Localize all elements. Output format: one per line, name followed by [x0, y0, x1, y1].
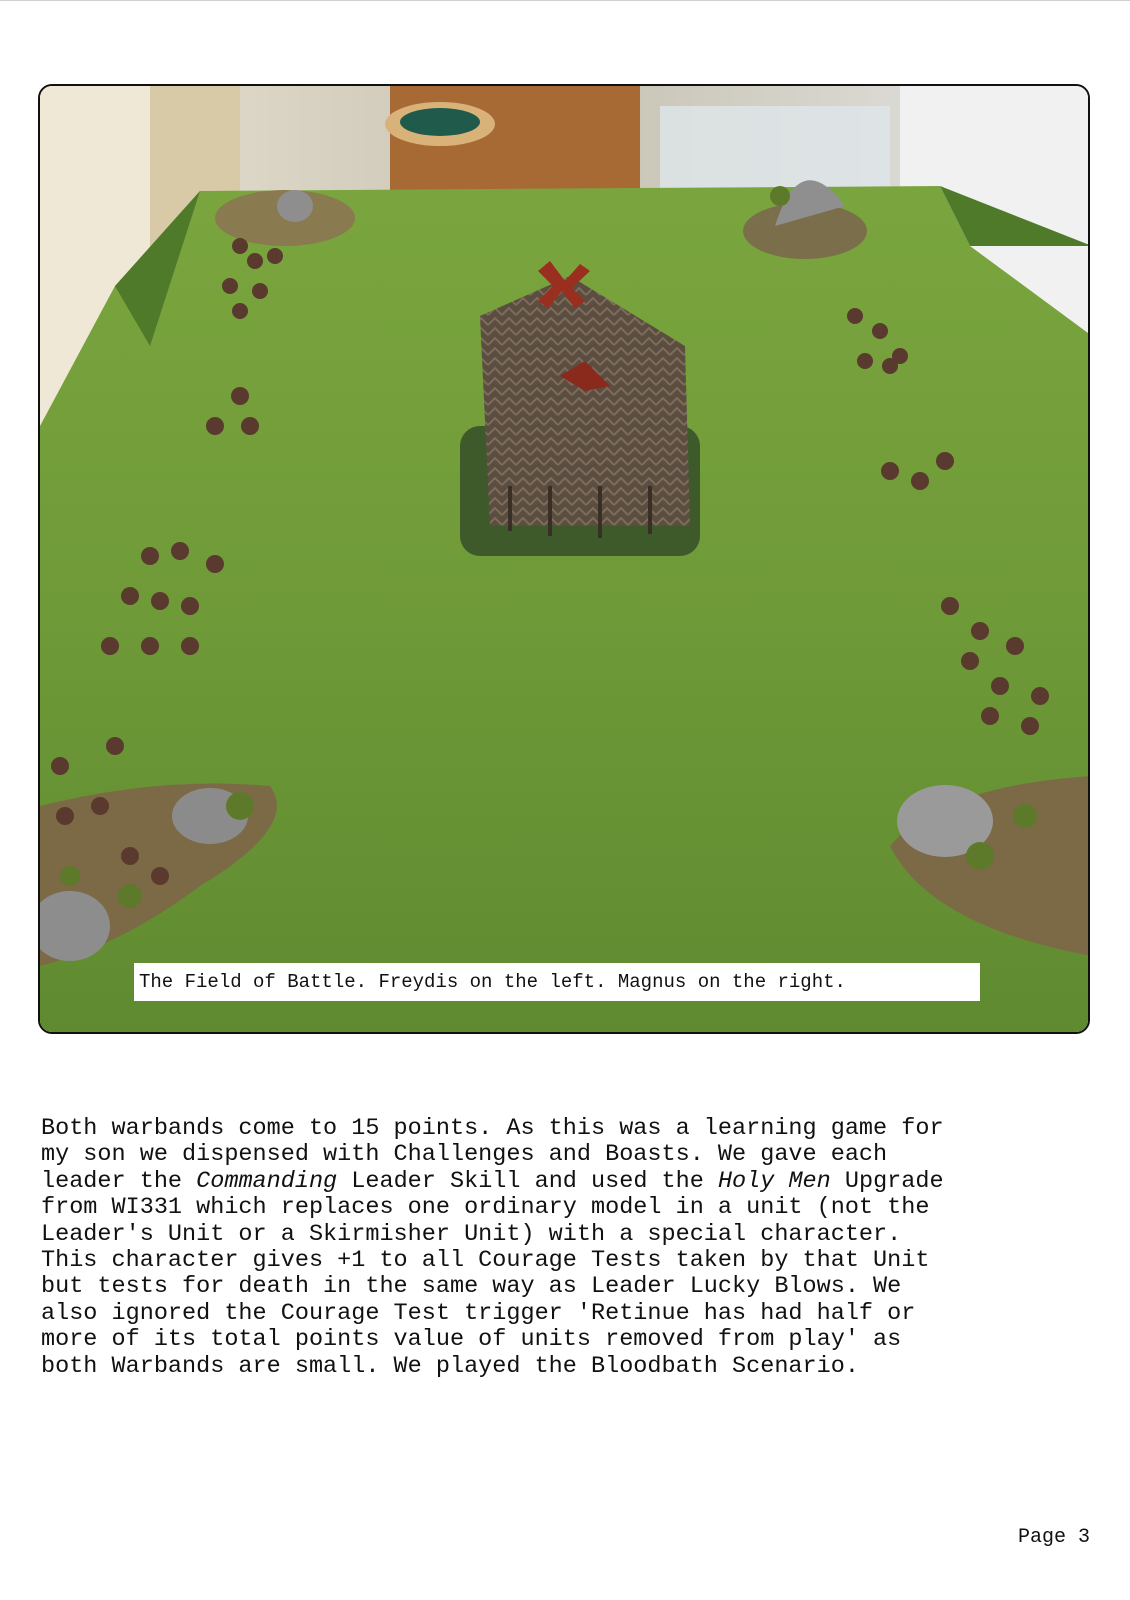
body-text-run: Leader's Unit or a Skirmisher Unit) with a special character. — [41, 1220, 902, 1248]
body-text-run: Leader Skill and used the — [337, 1167, 718, 1195]
body-paragraph — [41, 1116, 1101, 1380]
battlefield-photo — [38, 84, 1090, 1034]
page-number: Page 3 — [1017, 1526, 1090, 1549]
body-line — [41, 1327, 1101, 1353]
body-text-run: This character gives +1 to all Courage Tests taken by that Unit — [41, 1247, 930, 1275]
body-text-run: my son we dispensed with Challenges and Boasts. We gave each — [41, 1141, 888, 1169]
photo-caption: The Field of Battle. Freydis on the left. Magnus on the right. — [134, 963, 980, 1001]
body-line — [41, 1222, 1101, 1248]
body-line — [41, 1142, 1101, 1168]
body-line — [41, 1248, 1101, 1274]
body-text-run: but tests for death in the same way as Leader Lucky Blows. We — [41, 1273, 902, 1301]
body-line — [41, 1274, 1101, 1300]
body-text-run: more of its total points value of units removed from play' as — [41, 1326, 902, 1354]
page-top-rule — [0, 0, 1130, 1]
battlefield-illustration — [40, 86, 1090, 1034]
body-text-run: both Warbands are small. We played the Bloodbath Scenario. — [41, 1352, 859, 1380]
body-text-run: leader the — [41, 1167, 197, 1195]
body-text-run: Both warbands come to 15 points. As this was a learning game for — [41, 1115, 944, 1142]
body-text-run: Upgrade — [830, 1167, 944, 1195]
body-emphasis: Holy Men — [717, 1167, 831, 1195]
body-line — [41, 1116, 1101, 1142]
body-line — [41, 1169, 1101, 1195]
body-line — [41, 1195, 1101, 1221]
body-text-run: from WI331 which replaces one ordinary model in a unit (not the — [41, 1194, 930, 1222]
body-line — [41, 1354, 1101, 1380]
body-text-run: also ignored the Courage Test trigger 'Retinue has had half or — [41, 1299, 916, 1327]
body-line — [41, 1301, 1101, 1327]
body-emphasis: Commanding — [196, 1167, 338, 1195]
